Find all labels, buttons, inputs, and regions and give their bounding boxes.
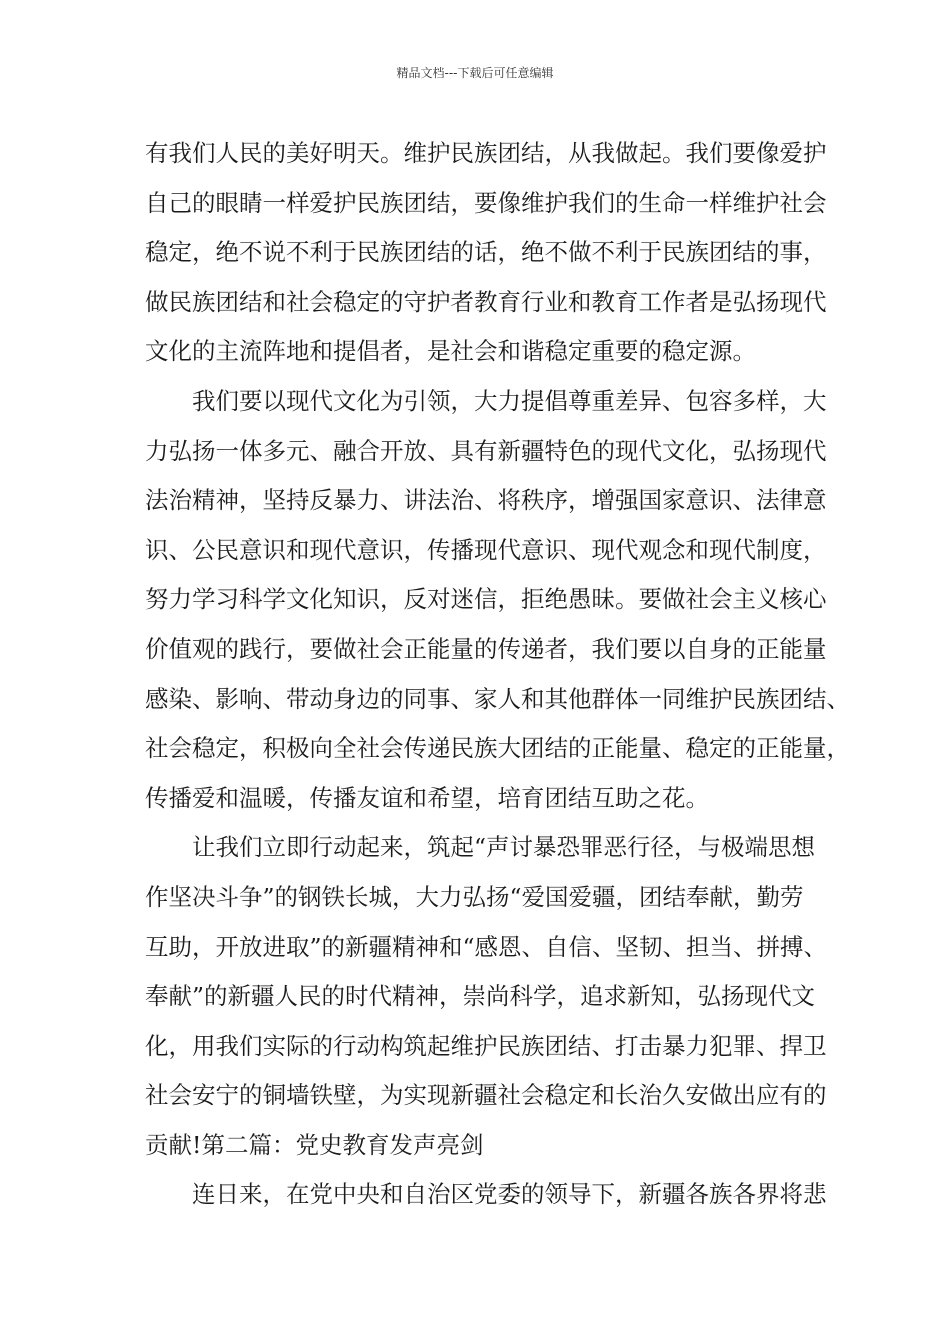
paragraph-4 bbox=[145, 1170, 825, 1220]
text-line: 社会稳定，积极向全社会传递民族大团结的正能量、稳定的正能量， bbox=[145, 734, 850, 763]
text-line: 识、公民意识和现代意识，传播现代意识、现代观念和现代制度， bbox=[145, 535, 827, 564]
text-line: 作坚决斗争”的钢铁长城，大力弘扬“爱国爱疆，团结奉献，勤劳 bbox=[145, 882, 804, 911]
text-line: 我们要以现代文化为引领，大力提倡尊重差异、包容多样，大 bbox=[145, 386, 827, 415]
text-line: 价值观的践行，要做社会正能量的传递者，我们要以自身的正能量 bbox=[145, 634, 827, 663]
text-line: 做民族团结和社会稳定的守护者教育行业和教育工作者是弘扬现代 bbox=[145, 287, 827, 316]
text-line: 互助，开放进取”的新疆精神和“感恩、自信、坚韧、担当、拼搏、 bbox=[145, 932, 828, 961]
text-line: 化，用我们实际的行动构筑起维护民族团结、打击暴力犯罪、捍卫 bbox=[145, 1031, 827, 1060]
text-line: 有我们人民的美好明天。维护民族团结，从我做起。我们要像爱护 bbox=[145, 139, 827, 167]
text-line: 社会安宁的铜墙铁壁，为实现新疆社会稳定和长治久安做出应有的 bbox=[145, 1081, 827, 1110]
text-line: 努力学习科学文化知识，反对迷信，拒绝愚昧。要做社会主义核心 bbox=[145, 585, 827, 614]
text-line: 法治精神，坚持反暴力、讲法治、将秩序，增强国家意识、法律意 bbox=[145, 486, 827, 515]
text-line: 文化的主流阵地和提倡者，是社会和谐稳定重要的稳定源。 bbox=[145, 337, 756, 366]
text-line: 贡献!第二篇：党史教育发声亮剑 bbox=[145, 1130, 484, 1159]
text-line: 力弘扬一体多元、融合开放、具有新疆特色的现代文化，弘扬现代 bbox=[145, 436, 827, 465]
document-body bbox=[145, 129, 850, 1220]
text-line: 连日来，在党中央和自治区党委的领导下，新疆各族各界将悲 bbox=[145, 1180, 827, 1209]
paragraph-3 bbox=[145, 823, 828, 1170]
text-line: 传播爱和温暖，传播友谊和希望，培育团结互助之花。 bbox=[145, 783, 709, 812]
text-line: 让我们立即行动起来，筑起“声讨暴恐罪恶行径，与极端思想 bbox=[145, 833, 816, 862]
text-line: 感染、影响、带动身边的同事、家人和其他群体一同维护民族团结、 bbox=[145, 684, 850, 713]
text-line: 自己的眼睛一样爱护民族团结，要像维护我们的生命一样维护社会 bbox=[145, 188, 827, 217]
paragraph-2 bbox=[145, 377, 850, 823]
page-header: 精品文档---下载后可任意编辑 bbox=[396, 66, 554, 80]
text-line: 奉献”的新疆人民的时代精神，崇尚科学，追求新知，弘扬现代文 bbox=[145, 982, 816, 1011]
text-line: 稳定，绝不说不利于民族团结的话，绝不做不利于民族团结的事， bbox=[145, 238, 827, 267]
paragraph-1 bbox=[145, 129, 825, 377]
